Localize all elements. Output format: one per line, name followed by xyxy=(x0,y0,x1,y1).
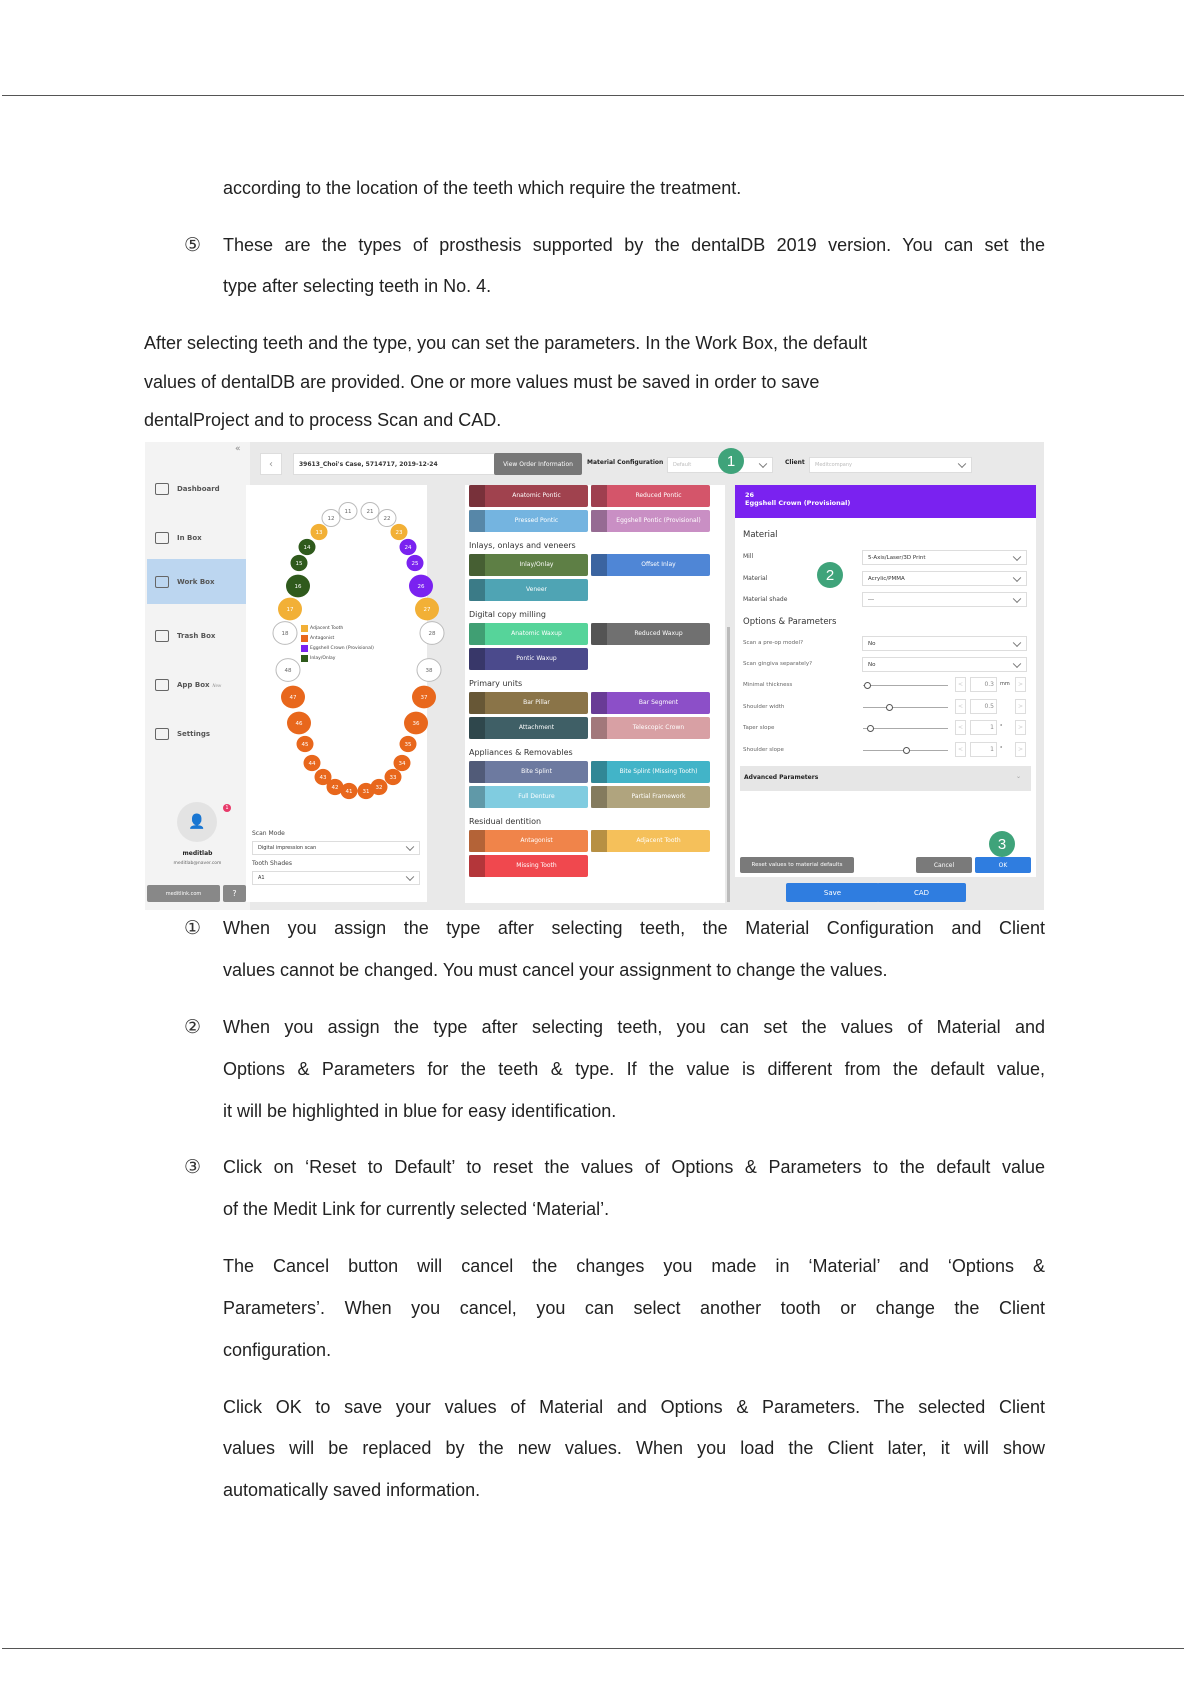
tooth-chart-panel xyxy=(246,485,436,902)
type-button[interactable] xyxy=(591,485,710,507)
legend-label: Adjacent Tooth xyxy=(310,625,344,631)
tooth-number: 41 xyxy=(345,789,353,795)
text-line: it will be highlighted in blue for easy identification. xyxy=(223,1101,617,1121)
type-icon xyxy=(591,692,607,714)
inbox-icon xyxy=(155,532,169,544)
type-icon xyxy=(469,554,485,576)
legend-swatch xyxy=(301,625,308,632)
type-group-title: Digital copy milling xyxy=(469,610,546,619)
tooth-number: 12 xyxy=(327,516,335,522)
type-button[interactable] xyxy=(469,510,588,532)
type-label: Offset Inlay xyxy=(641,561,676,569)
circled-number-5: ⑤ xyxy=(184,235,202,256)
type-group xyxy=(469,830,721,877)
type-icon xyxy=(591,510,607,532)
tooth-number: 47 xyxy=(289,695,297,701)
type-label: Pontic Waxup xyxy=(516,655,557,663)
type-icon xyxy=(591,485,607,507)
callout-badge-1: 1 xyxy=(718,448,744,474)
increment-button[interactable]: > xyxy=(1015,677,1026,692)
sidebar-item-label: Trash Box xyxy=(177,632,216,640)
slider-unit: mm xyxy=(1000,681,1010,687)
type-label: Eggshell Pontic (Provisional) xyxy=(616,517,701,525)
decrement-button[interactable]: < xyxy=(955,720,966,735)
tooth-number: 23 xyxy=(395,530,403,536)
tooth-legend xyxy=(301,623,374,663)
type-button[interactable] xyxy=(591,786,710,808)
tooth-number: 33 xyxy=(389,775,397,781)
tooth-26[interactable] xyxy=(409,575,433,598)
footer-rule xyxy=(2,1648,1184,1649)
type-icon xyxy=(469,485,485,507)
type-button[interactable] xyxy=(469,830,588,852)
type-button[interactable] xyxy=(469,855,588,877)
slider-thumb[interactable] xyxy=(886,704,893,711)
type-label: Inlay/Onlay xyxy=(519,561,554,569)
tooth-33[interactable] xyxy=(385,769,402,785)
tooth-21[interactable] xyxy=(361,502,379,519)
text-line: Options & Parameters for the teeth & type. If the value is different from the default value, xyxy=(223,1059,1045,1079)
back-button[interactable]: ‹ xyxy=(260,453,282,475)
material-dropdown[interactable]: Acrylic/PMMA xyxy=(862,571,1027,586)
tooth-number: 14 xyxy=(303,545,311,551)
type-button[interactable] xyxy=(469,761,588,783)
sidebar-item-dashboard[interactable] xyxy=(147,474,247,504)
type-icon xyxy=(469,692,485,714)
tooth-16[interactable] xyxy=(286,575,310,598)
tooth-11[interactable] xyxy=(339,502,357,519)
type-icon xyxy=(469,761,485,783)
type-label: Pressed Pontic xyxy=(514,517,559,525)
legend-swatch xyxy=(301,635,308,642)
increment-button[interactable]: > xyxy=(1015,720,1026,735)
meditlink-button[interactable]: meditlink.com xyxy=(147,885,220,902)
type-label: Bar Pillar xyxy=(523,699,550,707)
type-button[interactable] xyxy=(469,554,588,576)
slider-thumb[interactable] xyxy=(867,725,874,732)
material-label: Material xyxy=(743,575,768,582)
type-label: Partial Framework xyxy=(631,793,686,801)
type-icon xyxy=(469,623,485,645)
legend-swatch xyxy=(301,645,308,652)
tooth-number: 15 xyxy=(295,561,303,567)
tooth-23[interactable] xyxy=(391,524,408,540)
type-button[interactable] xyxy=(469,579,588,601)
header-rule xyxy=(2,95,1184,96)
circled-number-3: ③ xyxy=(184,1157,202,1178)
type-icon xyxy=(591,830,607,852)
type-label: Adjacent Tooth xyxy=(636,837,681,845)
material-config-dropdown[interactable]: Default xyxy=(667,457,773,473)
type-button[interactable] xyxy=(469,623,588,645)
legend-item xyxy=(301,653,374,663)
type-group xyxy=(469,761,721,808)
app-screenshot xyxy=(145,442,1044,910)
sidebar-item-work-box[interactable] xyxy=(147,559,247,604)
selected-tooth-number: 26 xyxy=(745,491,755,499)
slider-label: Minimal thickness xyxy=(743,682,793,688)
sidebar-item-label: Dashboard xyxy=(177,485,220,493)
tooth-18[interactable] xyxy=(273,622,297,645)
tooth-number: 21 xyxy=(366,509,374,515)
material-section-title: Material xyxy=(743,530,778,540)
type-label: Veneer xyxy=(526,586,547,594)
tooth-number: 22 xyxy=(383,516,391,522)
type-icon xyxy=(469,830,485,852)
slider-unit: ° xyxy=(1000,745,1003,752)
tooth-28[interactable] xyxy=(420,622,444,645)
text-line: values will be replaced by the new values. When you load the Client later, it will show xyxy=(223,1438,1045,1458)
save-button[interactable]: Save xyxy=(786,883,879,902)
slider-track[interactable] xyxy=(863,707,948,708)
sidebar-item-label: Work Box xyxy=(177,577,215,586)
text-line: The Cancel button will cancel the changes you made in ‘Material’ and ‘Options & xyxy=(223,1256,1045,1276)
tooth-45[interactable] xyxy=(297,736,314,752)
cancel-button[interactable]: Cancel xyxy=(916,857,972,873)
legend-item xyxy=(301,633,374,643)
advanced-parameters-toggle[interactable] xyxy=(740,766,1031,791)
scrollbar[interactable] xyxy=(727,627,730,902)
text-line: configuration. xyxy=(223,1340,332,1360)
circled-number-2: ② xyxy=(184,1017,202,1038)
sidebar-item-label: Settings xyxy=(177,730,211,738)
new-tag: New xyxy=(212,682,222,688)
slider-value[interactable]: 0.5 xyxy=(970,699,997,714)
legend-swatch xyxy=(301,655,308,662)
tooth-38[interactable] xyxy=(417,659,441,682)
slider-value[interactable]: 0.3 xyxy=(970,677,997,692)
legend-item xyxy=(301,643,374,653)
slider-thumb[interactable] xyxy=(903,747,910,754)
type-label: Antagonist xyxy=(520,837,553,845)
tooth-number: 34 xyxy=(398,761,406,767)
legend-label: Eggshell Crown (Provisional) xyxy=(310,645,374,651)
slider-value[interactable]: 1 xyxy=(970,742,997,757)
tooth-14[interactable] xyxy=(299,539,316,555)
chevron-down-icon: ⌄ xyxy=(1015,773,1021,780)
slider-unit: ° xyxy=(1000,724,1003,730)
type-label: Telescopic Crown xyxy=(632,724,685,732)
tooth-number: 13 xyxy=(315,530,323,536)
type-icon xyxy=(591,786,607,808)
type-icon xyxy=(469,786,485,808)
type-icon xyxy=(469,510,485,532)
user-email: meditlab@naver.com xyxy=(173,861,222,866)
tooth-34[interactable] xyxy=(394,755,411,771)
tooth-41[interactable] xyxy=(341,783,358,799)
type-icon xyxy=(591,623,607,645)
tooth-36[interactable] xyxy=(404,712,428,735)
view-order-button[interactable]: View Order Information xyxy=(494,453,582,475)
type-icon xyxy=(591,761,607,783)
client-label: Client xyxy=(785,459,805,466)
type-button[interactable] xyxy=(591,830,710,852)
text-line: Click OK to save your values of Material and Options & Parameters. The selected Client xyxy=(223,1397,1045,1417)
slider-track[interactable] xyxy=(863,685,948,686)
tooth-22[interactable] xyxy=(378,509,396,526)
tooth-number: 48 xyxy=(284,668,292,674)
type-button[interactable] xyxy=(469,485,588,507)
sidebar-item-settings[interactable] xyxy=(147,719,247,749)
text-line: When you assign the type after selecting teeth, you can set the values of Material and xyxy=(223,1017,1045,1037)
tooth-number: 43 xyxy=(319,775,327,781)
tooth-17[interactable] xyxy=(278,598,302,621)
type-button[interactable] xyxy=(469,648,588,670)
callout-badge-2: 2 xyxy=(817,562,843,588)
legend-label: Antagonist xyxy=(310,635,335,641)
apps-icon xyxy=(155,679,169,691)
type-label: Reduced Pontic xyxy=(635,492,682,500)
collapse-icon[interactable]: « xyxy=(235,444,241,454)
scan-mode-label: Scan Mode xyxy=(252,830,285,837)
tooth-44[interactable] xyxy=(304,755,321,771)
legend-item xyxy=(301,623,374,633)
circled-number-1: ① xyxy=(184,918,202,939)
user-name: meditlab xyxy=(182,850,213,857)
type-label: Anatomic Pontic xyxy=(512,492,561,500)
type-group-title: Primary units xyxy=(469,679,523,688)
material-config-label: Material Configuration xyxy=(587,459,664,466)
tooth-37[interactable] xyxy=(412,686,436,709)
text-line: Click on ‘Reset to Default’ to reset the values of Options & Parameters to the default value xyxy=(223,1157,1045,1177)
increment-button[interactable]: > xyxy=(1015,699,1026,714)
tooth-35[interactable] xyxy=(400,736,417,752)
tooth-number: 17 xyxy=(286,607,294,613)
text-line: After selecting teeth and the type, you can set the parameters. In the Work Box, the default xyxy=(144,333,868,353)
tooth-12[interactable] xyxy=(322,509,340,526)
text-line: dentalProject and to process Scan and CAD. xyxy=(144,410,502,430)
text-line: values cannot be changed. You must cancel your assignment to change the values. xyxy=(223,960,888,980)
tooth-31[interactable] xyxy=(358,783,375,799)
tooth-number: 18 xyxy=(281,631,289,637)
slider-label: Shoulder width xyxy=(743,703,785,710)
help-button[interactable]: ? xyxy=(223,885,246,902)
text-line: When you assign the type after selecting teeth, the Material Configuration and Client xyxy=(223,918,1045,938)
tooth-number: 24 xyxy=(404,545,412,551)
type-button[interactable] xyxy=(591,554,710,576)
text-line: Parameters’. When you cancel, you can select another tooth or change the Client xyxy=(223,1298,1045,1318)
options-section-title: Options & Parameters xyxy=(743,617,837,627)
prosthesis-type-panel xyxy=(465,485,725,903)
type-button[interactable] xyxy=(591,623,710,645)
type-icon xyxy=(469,717,485,739)
tooth-27[interactable] xyxy=(415,598,439,621)
material-shade-dropdown[interactable]: --- xyxy=(862,592,1027,607)
chart-icon xyxy=(155,483,169,495)
tooth-24[interactable] xyxy=(400,539,417,555)
type-group xyxy=(469,692,721,739)
type-group xyxy=(469,554,721,601)
preop-dropdown[interactable]: No xyxy=(862,636,1027,651)
slider-label: Shoulder slope xyxy=(743,746,784,753)
type-icon xyxy=(469,855,485,877)
tooth-number: 31 xyxy=(362,789,370,795)
text-line: type after selecting teeth in No. 4. xyxy=(223,276,492,296)
tooth-number: 38 xyxy=(425,668,433,674)
tooth-number: 36 xyxy=(412,721,420,727)
legend-label: Inlay/Onlay xyxy=(310,655,336,661)
material-panel xyxy=(735,485,1036,877)
selected-tooth-type: Eggshell Crown (Provisional) xyxy=(745,499,851,507)
tooth-46[interactable] xyxy=(287,712,311,735)
tooth-number: 35 xyxy=(404,742,412,748)
mill-dropdown[interactable]: 5-Axis/Laser/3D Print xyxy=(862,550,1027,565)
type-group xyxy=(469,623,721,670)
avatar[interactable]: 👤 xyxy=(177,802,217,842)
sidebar-item-in-box[interactable] xyxy=(147,523,247,553)
type-icon xyxy=(469,579,485,601)
cad-button[interactable]: CAD xyxy=(877,883,966,902)
workbox-icon xyxy=(155,576,169,588)
tooth-number: 46 xyxy=(295,721,303,727)
tooth-number: 44 xyxy=(308,761,316,767)
decrement-button[interactable]: < xyxy=(955,677,966,692)
type-icon xyxy=(591,717,607,739)
trash-icon xyxy=(155,630,169,642)
sidebar xyxy=(145,442,250,910)
sidebar-item-trash-box[interactable] xyxy=(147,621,247,651)
preop-label: Scan a pre-op model? xyxy=(743,640,803,646)
tooth-number: 32 xyxy=(375,785,383,791)
text-line: automatically saved information. xyxy=(223,1480,481,1500)
notification-badge[interactable]: 1 xyxy=(223,804,231,812)
type-icon xyxy=(591,554,607,576)
settings-icon xyxy=(155,728,169,740)
decrement-button[interactable]: < xyxy=(955,742,966,757)
type-label: Anatomic Waxup xyxy=(511,630,562,638)
text-line: These are the types of prosthesis supported by the dentalDB 2019 version. You can set the xyxy=(223,235,1045,255)
slider-value[interactable]: 1 xyxy=(970,720,997,735)
client-dropdown[interactable]: Meditcompany xyxy=(809,457,972,473)
tooth-number: 11 xyxy=(344,509,352,515)
tooth-shades-label: Tooth Shades xyxy=(252,860,292,867)
material-shade-label: Material shade xyxy=(743,596,788,603)
type-group-title: Appliances & Removables xyxy=(469,748,573,757)
type-button[interactable] xyxy=(591,692,710,714)
type-label: Bite Splint xyxy=(521,768,552,776)
type-button[interactable] xyxy=(469,786,588,808)
type-button[interactable] xyxy=(591,717,710,739)
text-line: of the Medit Link for currently selected ‘Material’. xyxy=(223,1199,610,1219)
tooth-number: 25 xyxy=(411,561,419,567)
sidebar-item-label: App Box xyxy=(177,681,210,689)
tooth-number: 27 xyxy=(423,607,431,613)
tooth-48[interactable] xyxy=(276,659,300,682)
sidebar-item-label: In Box xyxy=(177,534,202,542)
type-label: Missing Tooth xyxy=(516,862,557,870)
ok-button[interactable]: OK xyxy=(975,857,1031,873)
tooth-number: 28 xyxy=(428,631,436,637)
tooth-shades-dropdown[interactable]: A1 xyxy=(252,871,420,885)
type-icon xyxy=(469,648,485,670)
type-label: Bite Splint (Missing Tooth) xyxy=(619,768,698,776)
type-group-title: Inlays, onlays and veneers xyxy=(469,541,576,550)
type-label: Bar Segment xyxy=(638,699,679,707)
reset-defaults-button[interactable]: Reset values to material defaults xyxy=(740,857,854,873)
slider-label: Taper slope xyxy=(743,725,775,731)
tooth-number: 16 xyxy=(294,584,302,590)
tooth-number: 45 xyxy=(301,742,309,748)
tooth-47[interactable] xyxy=(281,686,305,709)
type-label: Reduced Waxup xyxy=(634,630,683,638)
tooth-15[interactable] xyxy=(291,555,308,571)
tooth-number: 42 xyxy=(331,785,339,791)
decrement-button[interactable]: < xyxy=(955,699,966,714)
type-label: Full Denture xyxy=(518,793,555,801)
type-group-title: Residual dentition xyxy=(469,817,542,826)
tooth-number: 26 xyxy=(417,584,425,590)
type-button[interactable] xyxy=(591,510,710,532)
gingiva-dropdown[interactable]: No xyxy=(862,657,1027,672)
tooth-13[interactable] xyxy=(311,524,328,540)
gingiva-label: Scan gingiva separately? xyxy=(743,661,813,667)
selected-tooth-header xyxy=(735,485,1036,518)
callout-badge-3: 3 xyxy=(989,831,1015,857)
slider-thumb[interactable] xyxy=(864,682,871,689)
type-button[interactable] xyxy=(469,692,588,714)
type-label: Attachment xyxy=(518,724,555,732)
case-title: 39613_Choi's Case, 5714717, 2019-12-24 xyxy=(293,453,523,475)
type-button[interactable] xyxy=(591,761,710,783)
slider-track[interactable] xyxy=(863,728,948,729)
text-line: values of dentalDB are provided. One or more values must be saved in order to save xyxy=(144,372,820,392)
text-line: according to the location of the teeth which require the treatment. xyxy=(223,178,742,198)
tooth-number: 37 xyxy=(420,695,428,701)
type-button[interactable] xyxy=(469,717,588,739)
type-group xyxy=(469,485,721,532)
advanced-parameters-label: Advanced Parameters xyxy=(744,774,819,781)
sidebar-item-app-box[interactable] xyxy=(147,670,247,700)
increment-button[interactable]: > xyxy=(1015,742,1026,757)
mill-label: Mill xyxy=(743,553,754,560)
scan-mode-dropdown[interactable]: Digital impression scan xyxy=(252,841,420,855)
tooth-25[interactable] xyxy=(407,555,424,571)
